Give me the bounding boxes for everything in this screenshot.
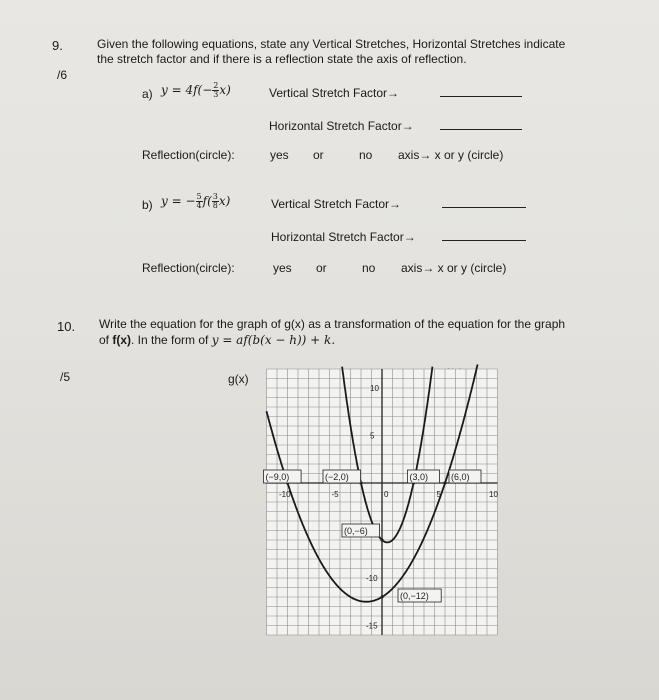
g-function-label: g(x) bbox=[228, 372, 249, 386]
q9a-horizontal-label: Horizontal Stretch Factor→ bbox=[269, 119, 414, 133]
point-marker bbox=[380, 595, 383, 598]
x-tick-label: -10 bbox=[279, 490, 291, 499]
point-label: (0,−6) bbox=[344, 526, 368, 536]
y-tick-label: 10 bbox=[370, 384, 379, 393]
q9b-yes-option[interactable]: yes bbox=[273, 261, 292, 275]
q9a-label: a) bbox=[142, 87, 153, 101]
q9b-or-text: or bbox=[316, 261, 327, 275]
point-label: (−2,0) bbox=[325, 472, 349, 482]
q9a-yes-option[interactable]: yes bbox=[270, 148, 289, 162]
q10-number: 10. bbox=[57, 319, 76, 334]
x-tick-label: 0 bbox=[384, 490, 389, 499]
q10-prompt-line1: Write the equation for the graph of g(x) as a transformation of the equation for the graph bbox=[99, 317, 566, 331]
q9-prompt-line2: the stretch factor and if there is a reflection state the axis of reflection. bbox=[97, 52, 467, 66]
y-tick-label: -15 bbox=[366, 621, 378, 631]
q9a-reflection-label: Reflection(circle): bbox=[142, 148, 235, 162]
q9a-or-text: or bbox=[313, 148, 324, 162]
q9a-equation: y = 4f(− $\frac{2}{3}$ x) bbox=[161, 81, 231, 99]
q10-points: /5 bbox=[60, 370, 71, 384]
q9b-reflection-label: Reflection(circle): bbox=[142, 261, 235, 275]
point-label: (−9,0) bbox=[265, 472, 290, 482]
point-marker bbox=[380, 538, 383, 541]
q9-number: 9. bbox=[52, 38, 63, 53]
x-tick-label: 10 bbox=[489, 490, 498, 499]
y-tick-label: 5 bbox=[370, 431, 375, 441]
point-label: (0,−12) bbox=[400, 591, 429, 601]
q9a-axis-option[interactable]: axis→ x or y (circle) bbox=[398, 148, 504, 162]
q10-prompt-line2: of f(x). In the form of y = af(b(x − h)) + k. bbox=[99, 333, 336, 347]
q9b-no-option[interactable]: no bbox=[362, 261, 376, 275]
q9b-equation: y = − $\frac{5}{4}$ f( $\frac{3}{8}$ x) bbox=[161, 192, 231, 210]
q9a-vertical-label: Vertical Stretch Factor→ bbox=[269, 86, 400, 100]
x-tick-label: -5 bbox=[331, 490, 339, 499]
q9-prompt-line1: Given the following equations, state any Vertical Stretches, Horizontal Stretches indicate bbox=[97, 37, 566, 51]
y-tick-label: -10 bbox=[366, 574, 378, 583]
q9a-no-option[interactable]: no bbox=[359, 148, 373, 162]
graph-grid bbox=[267, 369, 498, 635]
point-label: (6,0) bbox=[451, 472, 470, 482]
q9b-axis-option[interactable]: axis→ x or y (circle) bbox=[401, 261, 507, 275]
x-tick-label: 5 bbox=[436, 490, 441, 499]
point-label: (3,0) bbox=[409, 472, 429, 482]
q9-points: /6 bbox=[57, 68, 68, 82]
q9b-horizontal-label: Horizontal Stretch Factor→ bbox=[271, 230, 416, 244]
q9b-label: b) bbox=[142, 198, 153, 212]
point-marker bbox=[443, 481, 446, 484]
q9b-vertical-label: Vertical Stretch Factor→ bbox=[271, 197, 402, 211]
